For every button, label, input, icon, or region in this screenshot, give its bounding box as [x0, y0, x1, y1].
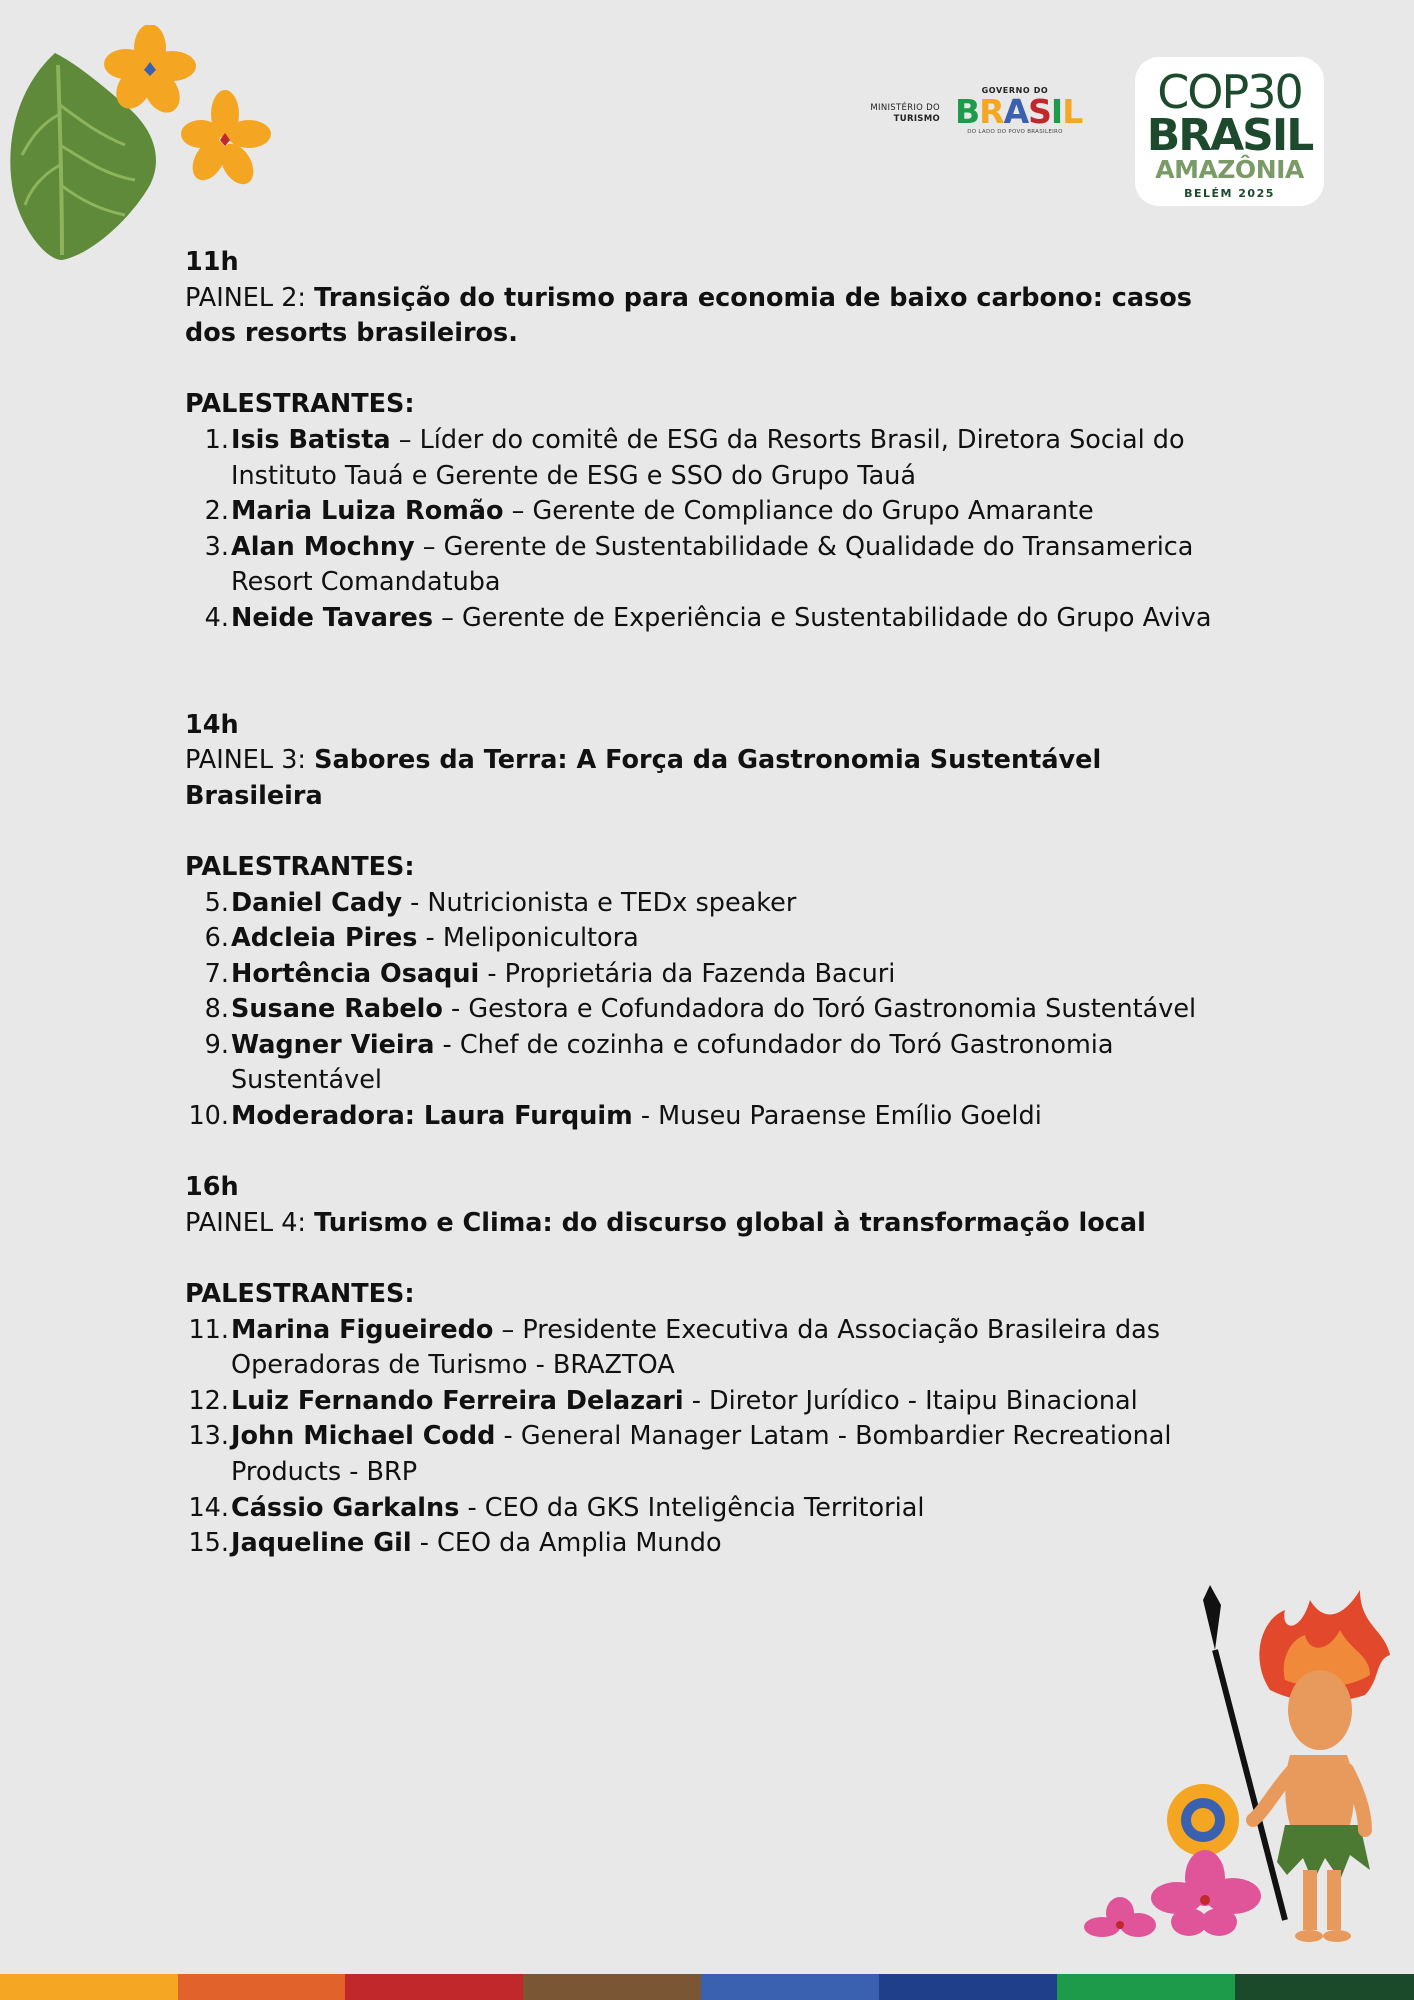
speaker-name: Hortência Osaqui: [231, 958, 480, 989]
list-item: [185, 601, 1245, 637]
speaker-name: Jaqueline Gil: [231, 1528, 412, 1559]
gov-top-text: GOVERNO DO: [981, 86, 1049, 95]
speaker-name: Adcleia Pires: [231, 923, 418, 954]
list-item: [185, 1384, 1245, 1420]
color-stripe-bar: [0, 1974, 1414, 2000]
speaker-name: Marina Figueiredo: [231, 1314, 494, 1345]
item-number: 15.: [188, 1528, 229, 1559]
speaker-role: General Manager Latam - Bombardier Recreational Products - BRP: [231, 1421, 1172, 1487]
section-time: 16h: [185, 1172, 239, 1203]
separator: –: [493, 1314, 523, 1345]
color-stripe-segment: [345, 1974, 523, 2000]
speaker-role: Gestora e Cofundadora do Toró Gastronomia Sustentável: [468, 994, 1197, 1025]
speakers-label: PALESTRANTES:: [185, 851, 415, 882]
speaker-role: CEO da GKS Inteligência Territorial: [484, 1492, 925, 1523]
speaker-role: Presidente Executiva da Associação Brasileira das Operadoras de Turismo - BRAZTOA: [231, 1314, 1161, 1381]
speaker-role: Gerente de Sustentabilidade & Qualidade do Transamerica Resort Comandatuba: [231, 531, 1194, 598]
gov-brasil-letter: A: [1003, 92, 1029, 131]
list-item: [185, 921, 1245, 957]
item-number: 1.: [204, 424, 229, 455]
item-number: 3.: [204, 531, 229, 562]
item-number: 2.: [204, 496, 229, 527]
separator: -: [495, 1421, 521, 1452]
ministerio-line2: TURISMO: [893, 114, 940, 124]
separator: -: [401, 887, 428, 918]
speaker-role: Nutricionista e TEDx speaker: [427, 887, 797, 918]
program-content: [185, 245, 1245, 1562]
section-14h: [185, 708, 1245, 1135]
section-16h: [185, 1170, 1245, 1562]
item-number: 4.: [204, 602, 229, 633]
color-stripe-segment: [0, 1974, 178, 2000]
separator: -: [683, 1385, 710, 1416]
cop-line3: AMAZÔNIA: [1155, 155, 1304, 184]
separator: -: [411, 1528, 438, 1559]
color-stripe-segment: [178, 1974, 345, 2000]
separator: -: [479, 958, 505, 989]
speakers-list: [185, 886, 1245, 1135]
list-item: [185, 423, 1245, 494]
separator: -: [417, 923, 443, 954]
list-item: [185, 1491, 1245, 1527]
section-time: 14h: [185, 709, 239, 740]
separator: -: [434, 1029, 460, 1060]
gov-brasil-word: [955, 92, 1083, 131]
speaker-name: Alan Mochny: [231, 531, 415, 562]
list-item: [185, 1526, 1245, 1562]
gov-brasil-letter: L: [1062, 92, 1083, 131]
separator: -: [442, 994, 469, 1025]
speaker-role: CEO da Amplia Mundo: [437, 1528, 722, 1559]
separator: –: [414, 531, 444, 562]
item-number: 11.: [188, 1314, 229, 1345]
section-11h: [185, 245, 1245, 637]
speakers-list: [185, 1313, 1245, 1562]
curupira-illustration: [1075, 1580, 1395, 1955]
separator: –: [503, 496, 533, 527]
speakers-label: PALESTRANTES:: [185, 389, 415, 420]
panel-prefix: PAINEL 4:: [185, 1207, 315, 1238]
speaker-role: Diretor Jurídico - Itaipu Binacional: [709, 1385, 1138, 1416]
separator: -: [632, 1101, 659, 1132]
item-number: 13.: [188, 1421, 229, 1452]
list-item: [185, 1419, 1245, 1490]
list-item: [185, 957, 1245, 993]
separator: –: [390, 424, 420, 455]
panel-name: Turismo e Clima: do discurso global à transformação local: [314, 1207, 1146, 1238]
speaker-name: Maria Luiza Romão: [231, 496, 504, 527]
item-number: 6.: [204, 923, 229, 954]
list-item: [185, 1099, 1245, 1135]
speaker-name: Cássio Garkalns: [231, 1492, 460, 1523]
panel-title: [185, 1206, 1245, 1242]
panel-name: Sabores da Terra: A Força da Gastronomia Sustentável Brasileira: [185, 745, 1102, 811]
speaker-role: Gerente de Compliance do Grupo Amarante: [532, 496, 1094, 527]
speaker-role: Líder do comitê de ESG da Resorts Brasil, Diretora Social do Instituto Tauá e Gerente de ESG e SSO do Grupo Tauá: [231, 424, 1185, 491]
speaker-name: Susane Rabelo: [231, 994, 443, 1025]
list-item: [185, 530, 1245, 601]
item-number: 7.: [204, 958, 229, 989]
gov-brasil-letter: R: [979, 92, 1004, 131]
separator: –: [433, 602, 462, 633]
speaker-role: Chef de cozinha e cofundador do Toró Gastronomia Sustentável: [231, 1029, 1114, 1096]
gov-brasil-letters: [955, 92, 1082, 131]
list-item: [185, 494, 1245, 530]
panel-prefix: PAINEL 2:: [185, 282, 315, 313]
color-stripe-segment: [1235, 1974, 1414, 2000]
leaf-flowers-illustration: [0, 25, 280, 270]
speaker-name: Wagner Vieira: [231, 1029, 435, 1060]
color-stripe-segment: [523, 1974, 701, 2000]
gov-bottom-text: DO LADO DO POVO BRASILEIRO: [967, 129, 1063, 135]
item-number: 8.: [204, 994, 229, 1025]
panel-title: [185, 743, 1245, 814]
item-number: 12.: [188, 1385, 229, 1416]
color-stripe-segment: [879, 1974, 1057, 2000]
speaker-name: Luiz Fernando Ferreira Delazari: [231, 1385, 684, 1416]
governo-brasil-logo: [955, 86, 1083, 135]
speaker-name: Neide Tavares: [231, 602, 433, 633]
cop-line4: BELÉM 2025: [1184, 187, 1275, 200]
ministerio-line1: MINISTÉRIO DO: [870, 103, 940, 113]
speaker-role: Meliponicultora: [442, 923, 639, 954]
panel-prefix: PAINEL 3:: [185, 745, 315, 776]
list-item: [185, 1313, 1245, 1384]
speaker-role: Gerente de Experiência e Sustentabilidade do Grupo Aviva: [461, 602, 1212, 633]
cop-line1: COP30: [1157, 65, 1302, 119]
gov-brasil-letter: S: [1028, 92, 1051, 131]
list-item: [185, 1028, 1245, 1099]
item-number: 9.: [204, 1029, 229, 1060]
gov-brasil-letter: I: [1050, 92, 1063, 131]
gov-brasil-letter: B: [955, 92, 980, 131]
color-stripe-segment: [701, 1974, 879, 2000]
speakers-list: [185, 423, 1245, 637]
speakers-label: PALESTRANTES:: [185, 1279, 415, 1310]
cop30-logo: [1135, 57, 1324, 206]
speaker-role: Museu Paraense Emílio Goeldi: [658, 1101, 1042, 1132]
item-number: 14.: [188, 1492, 229, 1523]
speaker-name: Isis Batista: [231, 424, 391, 455]
item-number: 10.: [188, 1101, 229, 1132]
speaker-name: Moderadora: Laura Furquim: [231, 1101, 633, 1132]
speaker-role: Proprietária da Fazenda Bacuri: [504, 958, 896, 989]
speaker-name: John Michael Codd: [231, 1421, 496, 1452]
list-item: [185, 992, 1245, 1028]
panel-name: Transição do turismo para economia de baixo carbono: casos dos resorts brasileiros.: [185, 282, 1192, 349]
separator: -: [459, 1492, 485, 1523]
list-item: [185, 886, 1245, 922]
speaker-name: Daniel Cady: [231, 887, 402, 918]
item-number: 5.: [204, 887, 229, 918]
color-stripe-segment: [1057, 1974, 1235, 2000]
cop-line2: BRASIL: [1146, 110, 1313, 161]
panel-title: [185, 281, 1245, 352]
ministerio-turismo-logo: [858, 103, 940, 125]
section-time: 11h: [185, 247, 239, 277]
